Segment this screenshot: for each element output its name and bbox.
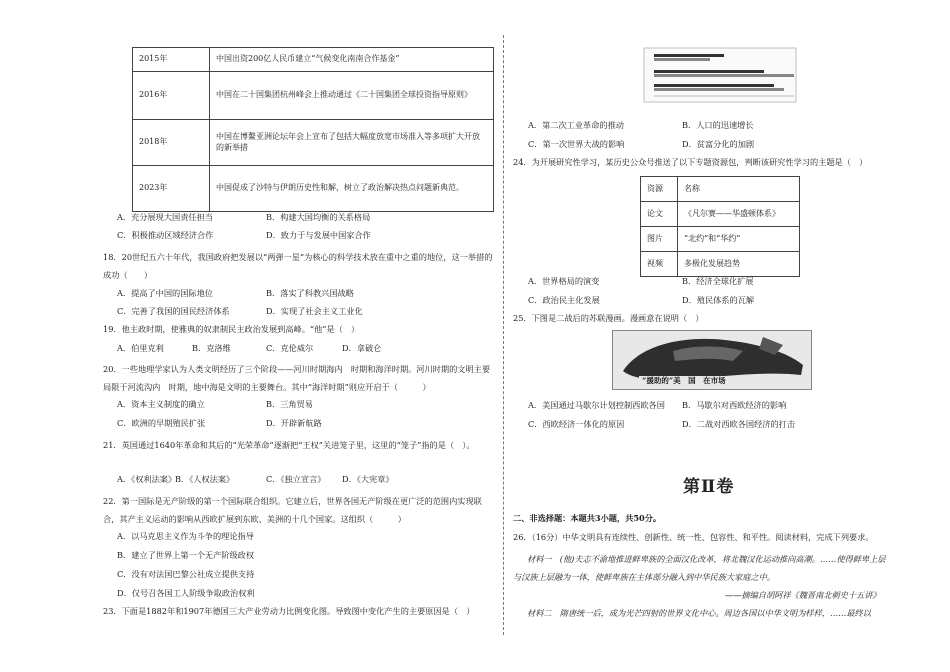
resource-type: 资源 [641, 177, 678, 202]
bar-1882-row2 [654, 70, 764, 73]
event-cell: 中国促成了沙特与伊朗历史性和解，树立了政治解决热点问题新典范。 [210, 166, 494, 212]
q19-option-a: A．伯里克利 [117, 343, 164, 353]
q19-option-b: B．克洛维 [192, 343, 231, 353]
q18-option-d: D．实现了社会主义工业化 [266, 306, 363, 316]
q19-option-d: D．拿破仑 [342, 343, 382, 353]
q25-option-d: D．二战对西欧各国经济的打击 [682, 419, 796, 429]
resource-name: 名称 [678, 177, 800, 202]
material-2: 材料二 隋唐统一后，成为光芒四射的世界文化中心。周边各国以中华文明为样样，……最终以 [527, 608, 871, 618]
table-row [641, 177, 800, 202]
resource-type: 论文 [641, 202, 678, 227]
event-cell: 中国在二十国集团杭州峰会上推动通过《二十国集团全球投资指导原则》 [210, 72, 494, 120]
q18-option-a: A．提高了中国的国际地位 [117, 288, 213, 298]
q18-option-c: C．完善了我国的国民经济体系 [117, 306, 230, 316]
table-row [641, 202, 800, 227]
q19-stem: 19．他主政时期，使雅典的奴隶制民主政治发展到高峰。“他”是（ ） [103, 324, 360, 334]
bar-1907-row1 [654, 58, 710, 61]
timeline-table [132, 47, 494, 212]
resource-name: 多极化发展趋势 [678, 252, 800, 277]
q25-option-c: C．西欧经济一体化的原因 [528, 419, 625, 429]
soviet-cartoon [612, 330, 812, 390]
q25-option-b: B．马歇尔对西欧经济的影响 [682, 400, 787, 410]
q23-option-c: C．第一次世界大战的影响 [528, 139, 625, 149]
bar-1882-row1 [654, 54, 724, 57]
event-cell: 中国在博鳌亚洲论坛年会上宣布了包括大幅度放宽市场准入等多项扩大开放的新举措 [210, 120, 494, 166]
table-row [133, 72, 494, 120]
q21-stem: 21．英国通过1640年革命和其后的“光荣革命”逐渐把“王权”关进笼子里，这里的“笼子”指的是（ ）。 [103, 440, 475, 450]
q17-option-c: C．积极推动区域经济合作 [117, 230, 214, 240]
event-cell: 中国出资200亿人民币建立“气候变化南南合作基金” [210, 48, 494, 72]
q18-stem: 18．20世纪五六十年代，我国政府把发展以“两弹一星”为核心的科学技术放在重中之重的地位，这一举措的成功（ ） [103, 252, 493, 281]
q17-option-b: B．构建大国均衡的关系格局 [266, 212, 371, 222]
material-1: 材料一 (他)夫志不渝地推进鲜卑族的全面汉化改革，将北魏汉化运动推向高潮。……使得鲜卑上层与汉族上层融为一体，使鲜卑族在主体部分融入到中华民族大家庭之中。 [513, 554, 886, 583]
column-divider [503, 35, 504, 635]
resource-type: 视频 [641, 252, 678, 277]
q20-stem: 20．一些地理学家认为人类文明经历了三个阶段——河川时期海内 时期和海洋时期。河川时期的文明主要局限于河流沟内 时期，地中海是文明的主要舞台。其中“海洋时期”则应开启于（ ） [103, 364, 491, 393]
q25-option-a: A．美国通过马歇尔计划控制西欧各国 [528, 400, 665, 410]
table-row [133, 120, 494, 166]
q17-option-a: A．充分展现大国责任担当 [117, 212, 213, 222]
q24-option-d: D．殖民体系的瓦解 [682, 295, 755, 305]
q22-option-b: B．建立了世界上第一个无产阶级政权 [117, 550, 255, 560]
q23-option-d: D．贫富分化的加剧 [682, 139, 755, 149]
q23-stem: 23．下面是1882年和1907年德国三大产业劳动力比例变化图。导致图中变化产生的主要原因是（ ） [103, 606, 475, 616]
year-cell: 2015年 [133, 48, 210, 72]
q22-stem: 22．第一国际是无产阶级的第一个国际联合组织。它建立后，世界各国无产阶级在更广泛的范围内实现联合，其产主义运动的影响从西欧扩展到东欧、美洲的十几个国家。这组织（ ） [103, 496, 482, 525]
q22-option-a: A．以马克思主义作为斗争的理论指导 [117, 531, 254, 541]
q24-option-c: C．政治民主化发展 [528, 295, 600, 305]
q24-option-b: B．经济全球化扩展 [682, 276, 754, 286]
q17-option-d: D．致力于与发展中国家合作 [266, 230, 371, 240]
resource-name: “北约”和“华约” [678, 227, 800, 252]
q21-option-b: B．《人权法案》 [175, 474, 235, 484]
resource-type: 图片 [641, 227, 678, 252]
q23-option-b: B．人口的迅速增长 [682, 120, 754, 130]
table-row [133, 48, 494, 72]
resource-table [640, 176, 800, 277]
q21-option-d: D．《大宪章》 [342, 474, 394, 484]
q20-option-b: B．三角贸易 [266, 399, 313, 409]
cartoon-caption: “援助的”美 国 在市场 [639, 376, 729, 386]
q19-option-c: C．克伦威尔 [266, 343, 314, 353]
section-heading: 二、非选择题：本题共3小题，共50分。 [513, 513, 662, 523]
q24-option-a: A．世界格局的演变 [528, 276, 600, 286]
table-row [641, 252, 800, 277]
q21-option-c: C．《独立宣言》 [266, 474, 326, 484]
bar-1907-row2 [654, 74, 794, 77]
bar-1907-row3 [654, 88, 784, 91]
year-cell: 2016年 [133, 72, 210, 120]
table-row [133, 166, 494, 212]
q22-option-d: D．仅号召各国工人阶级争取政治权利 [117, 588, 255, 598]
q20-option-c: C．欧洲的早期殖民扩张 [117, 418, 206, 428]
q20-option-a: A．资本主义制度的确立 [117, 399, 205, 409]
year-cell: 2018年 [133, 120, 210, 166]
q24-stem: 24．为开展研究性学习，某历史公众号推送了以下专题资源包，判断该研究性学习的主题是（ ） [513, 157, 868, 167]
q25-stem: 25．下图是二战后的苏联漫画。漫画意在说明（ ） [513, 313, 704, 323]
material-1-source: ——摘编自胡阿祥《魏晋南北朝史十五讲》 [725, 590, 881, 600]
table-row [641, 227, 800, 252]
bar-1882-row3 [654, 84, 774, 87]
q23-option-a: A．第二次工业革命的推动 [528, 120, 624, 130]
q20-option-d: D．开辟新航路 [266, 418, 322, 428]
q26-stem: 26．（16分）中华文明具有连续性、创新性、统一性、包容性、和平性。阅读材料，完成下列要求。 [513, 532, 874, 542]
resource-name: 《凡尔赛——华盛顿体系》 [678, 202, 800, 227]
q21-option-a: A．《权利法案》 [117, 474, 177, 484]
labor-chart [640, 46, 800, 108]
year-cell: 2023年 [133, 166, 210, 212]
q22-option-c: C．没有对法国巴黎公社成立提供支持 [117, 569, 255, 579]
section-title: 第Ⅱ卷 [683, 477, 735, 497]
q18-option-b: B．落实了科教兴国战略 [266, 288, 354, 298]
